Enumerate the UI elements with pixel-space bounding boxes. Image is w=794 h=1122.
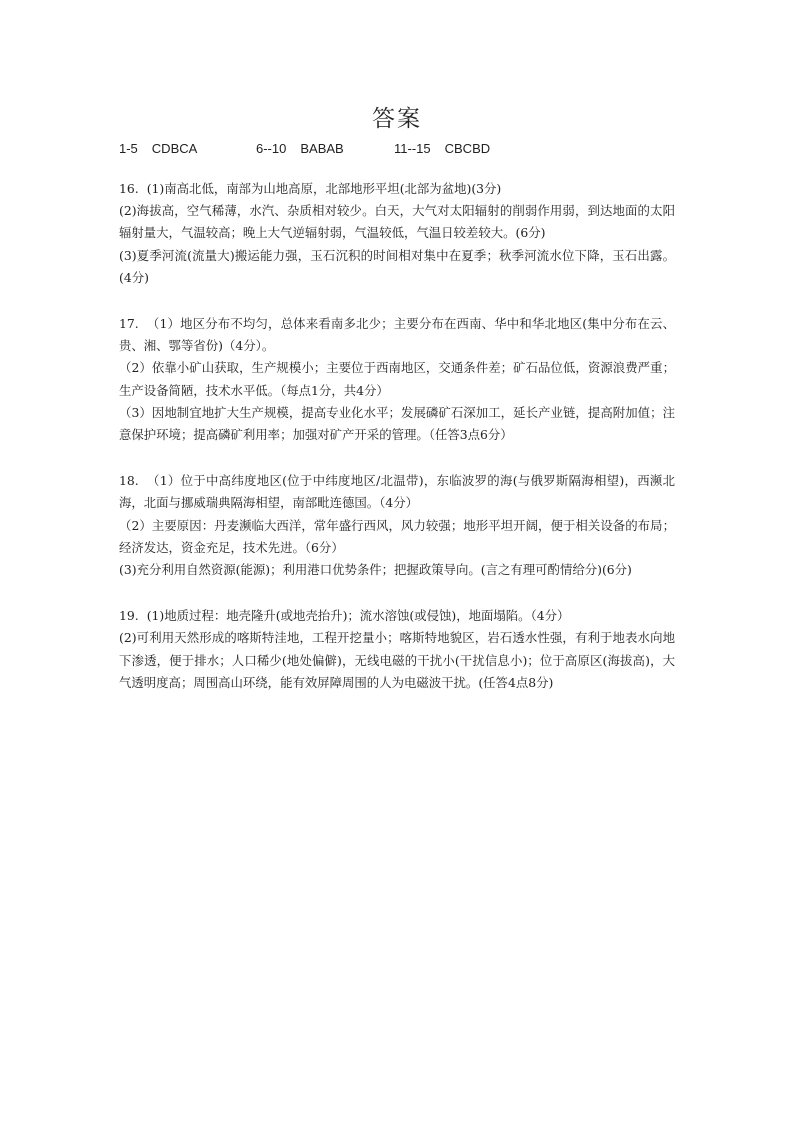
answer-part: （1）位于中高纬度地区(位于中纬度地区/北温带)，东临波罗的海(与俄罗斯隔海相望)，西濒北海，北面与挪威瑞典隔海相望，南部毗连德国。（4分） <box>119 473 675 511</box>
answer-part: （1）地区分布不均匀，总体来看南多北少；主要分布在西南、华中和华北地区(集中分布在云、贵、湘、鄂等省份)（4分）。 <box>119 316 675 354</box>
answer-paragraph: (3)夏季河流(流量大)搬运能力强，玉石沉积的时间相对集中在夏季；秋季河流水位下降，玉石出露。(4分) <box>119 247 675 285</box>
answer-paragraph: （3）因地制宜地扩大生产规模，提高专业化水平；发展磷矿石深加工，延长产业链，提高附加值；注意保护环境；提高磷矿利用率；加强对矿产开采的管理。（任答3点6分） <box>119 404 675 443</box>
question-number: 17. <box>119 316 139 332</box>
answer-letters: CBCBD <box>444 141 491 156</box>
question-16 <box>119 178 675 289</box>
question-19 <box>119 605 675 694</box>
answer-paragraph <box>119 178 675 200</box>
answer-group <box>394 141 490 156</box>
answer-paragraph: (3)充分利用自然资源(能源)；利用港口优势条件；把握政策导向。(言之有理可酌情给分)(6分) <box>119 562 632 578</box>
answer-paragraph <box>119 470 675 514</box>
answer-part: (1)南高北低，南部为山地高原，北部地形平坦(北部为盆地)(3分) <box>146 181 502 196</box>
answer-paragraph: （2）主要原因：丹麦濒临大西洋，常年盛行西风，风力较强；地形平坦开阔，便于相关设备的布局； 经济发达，资金充足，技术先进。（6分） <box>119 517 675 555</box>
page-title: 答案 <box>372 106 422 132</box>
answer-part: (1)地质过程：地壳隆升(或地壳抬升)；流水溶蚀(或侵蚀)，地面塌陷。（4分） <box>146 608 570 624</box>
question-17 <box>119 313 675 446</box>
answer-paragraph <box>119 313 675 357</box>
answer-range: 11--15 <box>394 141 431 156</box>
question-number: 16. <box>119 181 139 196</box>
answer-letters: BABAB <box>300 141 344 156</box>
question-number: 19. <box>119 608 139 624</box>
answer-letters: CDBCA <box>151 141 198 156</box>
answer-paragraph <box>119 605 675 627</box>
question-18 <box>119 470 675 581</box>
answer-group <box>256 141 344 156</box>
answer-group <box>119 141 197 156</box>
multiple-choice-answers <box>119 141 679 161</box>
answer-paragraph: (2)可利用天然形成的喀斯特洼地，工程开挖量小；喀斯特地貌区，岩石透水性强，有利于地表水向地下渗透，便于排水；人口稀少(地处偏僻)，无线电磁的干扰小(干扰信息小)；位于高原区(海拔高)，大气透明度高；周围高山环绕，能有效屏障周围的人为电磁波干扰。(任答4点8分) <box>119 630 675 690</box>
question-answers <box>119 178 675 718</box>
answer-paragraph: （2）依靠小矿山获取，生产规模小；主要位于西南地区，交通条件差；矿石品位低，资源浪费严重；生产设备简陋，技术水平低。（每点1分，共4分） <box>119 360 675 398</box>
answer-range: 1-5 <box>119 141 138 156</box>
answer-range: 6--10 <box>256 141 287 156</box>
question-number: 18. <box>119 473 139 489</box>
answer-paragraph: (2)海拔高，空气稀薄，水汽、杂质相对较少。白天，大气对太阳辐射的削弱作用弱，到达地面的太阳辐射量大，气温较高；晚上大气逆辐射弱，气温较低，气温日较差较大。(6分) <box>119 203 675 241</box>
